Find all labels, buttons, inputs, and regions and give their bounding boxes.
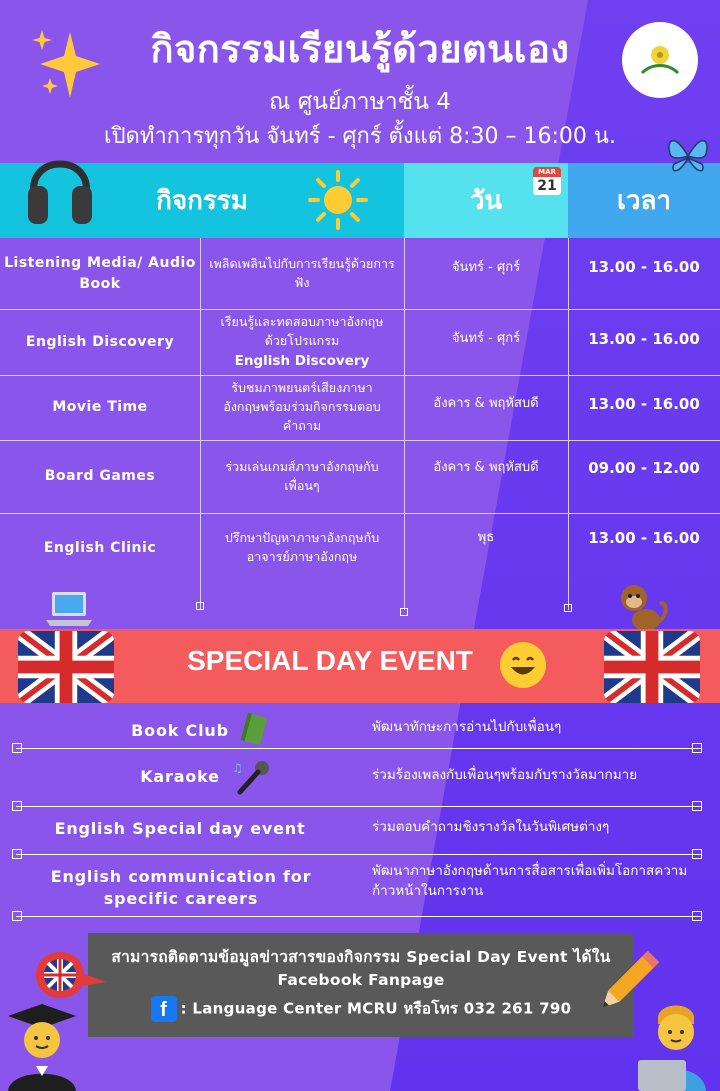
special-divider	[16, 806, 702, 807]
special-divider	[16, 916, 702, 917]
uk-flag-icon	[604, 631, 700, 703]
table-row-2-name: English Discovery	[25, 333, 175, 350]
info-text: สามารถติดตามข้อมูลข่าวสารของกิจกรรม Special Day Event ได้ใน Facebook Fanpage	[111, 948, 611, 990]
table-row-5-desc: ปรึกษาปัญหาภาษาอังกฤษกับอาจารย์ภาษาอังกฤษ	[224, 530, 380, 564]
uk-flag-icon	[18, 631, 114, 703]
info-contact	[100, 996, 622, 1022]
table-row-4-time: 09.00 - 12.00	[588, 458, 700, 477]
table-row-3-name: Movie Time	[52, 399, 148, 415]
page-subtitle: ณ ศูนย์ภาษาชั้น 4	[269, 89, 451, 115]
table-row-5-name: English Clinic	[43, 539, 157, 556]
divider-end	[12, 911, 22, 921]
calendar-icon	[533, 167, 561, 195]
calendar-day: 21	[537, 178, 557, 194]
divider-end	[692, 911, 702, 921]
special-item-3-name: English Special day event	[54, 819, 306, 838]
table-row-2-desc	[200, 309, 404, 375]
graduate-icon	[2, 1002, 80, 1091]
svg-text:♫: ♫	[232, 761, 243, 775]
table-line-end	[196, 602, 204, 610]
opening-hours: เปิดทำการทุกวัน จันทร์ - ศุกร์ ตั้งแต่ 8:30 – 16:00 น.	[104, 124, 616, 149]
divider-end	[692, 801, 702, 811]
table-row-5-day: พุธ	[477, 530, 495, 546]
special-item-2-name: Karaoke	[140, 767, 220, 786]
column-header-time-label: เวลา	[616, 186, 672, 216]
uk-badge-icon	[34, 948, 108, 1004]
smiley-icon	[500, 642, 546, 688]
divider-end	[692, 743, 702, 753]
table-row-2-day: จันทร์ - ศุกร์	[451, 331, 521, 347]
special-day-title: SPECIAL DAY EVENT	[187, 645, 473, 676]
special-item-1-name: Book Club	[131, 721, 229, 740]
table-row-4-day: อังคาร & พฤหัสบดี	[433, 460, 539, 476]
headphones-icon	[24, 134, 96, 230]
divider-end	[12, 801, 22, 811]
table-row-2-time: 13.00 - 16.00	[588, 329, 700, 348]
calendar-month: MAR	[533, 167, 561, 177]
table-row-4-desc: ร่วมเล่นเกมส์ภาษาอังกฤษกับเพื่อนๆ	[225, 458, 379, 493]
special-divider	[16, 748, 702, 749]
table-line-end	[564, 604, 572, 612]
special-item-4-desc: พัฒนาภาษาอังกฤษด้านการสื่อสารเพื่อเพิ่มโอกาสความก้าวหน้าในการงาน	[372, 863, 688, 899]
table-row-1-day: จันทร์ - ศุกร์	[451, 260, 521, 276]
table-row-2-desc-bold: English Discovery	[234, 352, 370, 369]
book-icon	[238, 712, 270, 746]
table-row-1-desc: เพลิดเพลินไปกับการเรียนรู้ด้วยการฟัง	[209, 255, 395, 290]
table-row-3-day: อังคาร & พฤหัสบดี	[433, 396, 539, 412]
person-laptop-icon	[636, 1002, 720, 1091]
table-row-3-desc: รับชมภาพยนตร์เสียงภาษาอังกฤษพร้อมร่วมกิจกรรมตอบคำถาม	[223, 380, 381, 433]
special-item-4-name: English communication for specific careers	[50, 867, 312, 908]
microphone-icon	[230, 758, 272, 798]
special-divider	[16, 854, 702, 855]
divider-end	[692, 849, 702, 859]
sun-icon	[306, 168, 370, 232]
column-header-day-label: วัน	[469, 186, 503, 216]
page-title: กิจกรรมเรียนรู้ด้วยตนเอง	[150, 27, 570, 71]
table-row-2-desc-text: เรียนรู้และทดสอบภาษาอังกฤษด้วยโปรแกรม	[220, 314, 384, 348]
column-header-activity-label: กิจกรรม	[156, 186, 248, 216]
info-contact-text: : Language Center MCRU หรือโทร 032 261 790	[180, 999, 572, 1018]
facebook-icon[interactable]: f	[151, 996, 177, 1022]
flower-logo-icon	[638, 43, 682, 77]
laptop-icon	[46, 590, 92, 630]
divider-end	[12, 743, 22, 753]
special-item-1-desc: พัฒนาทักษะการอ่านไปกับเพื่อนๆ	[372, 719, 562, 735]
table-row-3-time: 13.00 - 16.00	[588, 394, 700, 413]
special-item-3-desc: ร่วมตอบคำถามชิงรางวัลในวันพิเศษต่างๆ	[372, 819, 610, 835]
table-row-5-time: 13.00 - 16.00	[588, 528, 700, 547]
monkey-icon	[612, 578, 668, 632]
table-row-4-name: Board Games	[44, 468, 156, 484]
table-row-1-name: Listening Media/ Audio Book	[4, 254, 196, 292]
special-item-2-desc: ร่วมร้องเพลงกับเพื่อนๆพร้อมกับรางวัลมากมาย	[372, 767, 638, 783]
table-row-1-time: 13.00 - 16.00	[588, 257, 700, 276]
butterfly-icon	[664, 128, 712, 184]
divider-end	[12, 849, 22, 859]
language-center-logo	[622, 22, 698, 98]
table-line-end	[400, 608, 408, 616]
